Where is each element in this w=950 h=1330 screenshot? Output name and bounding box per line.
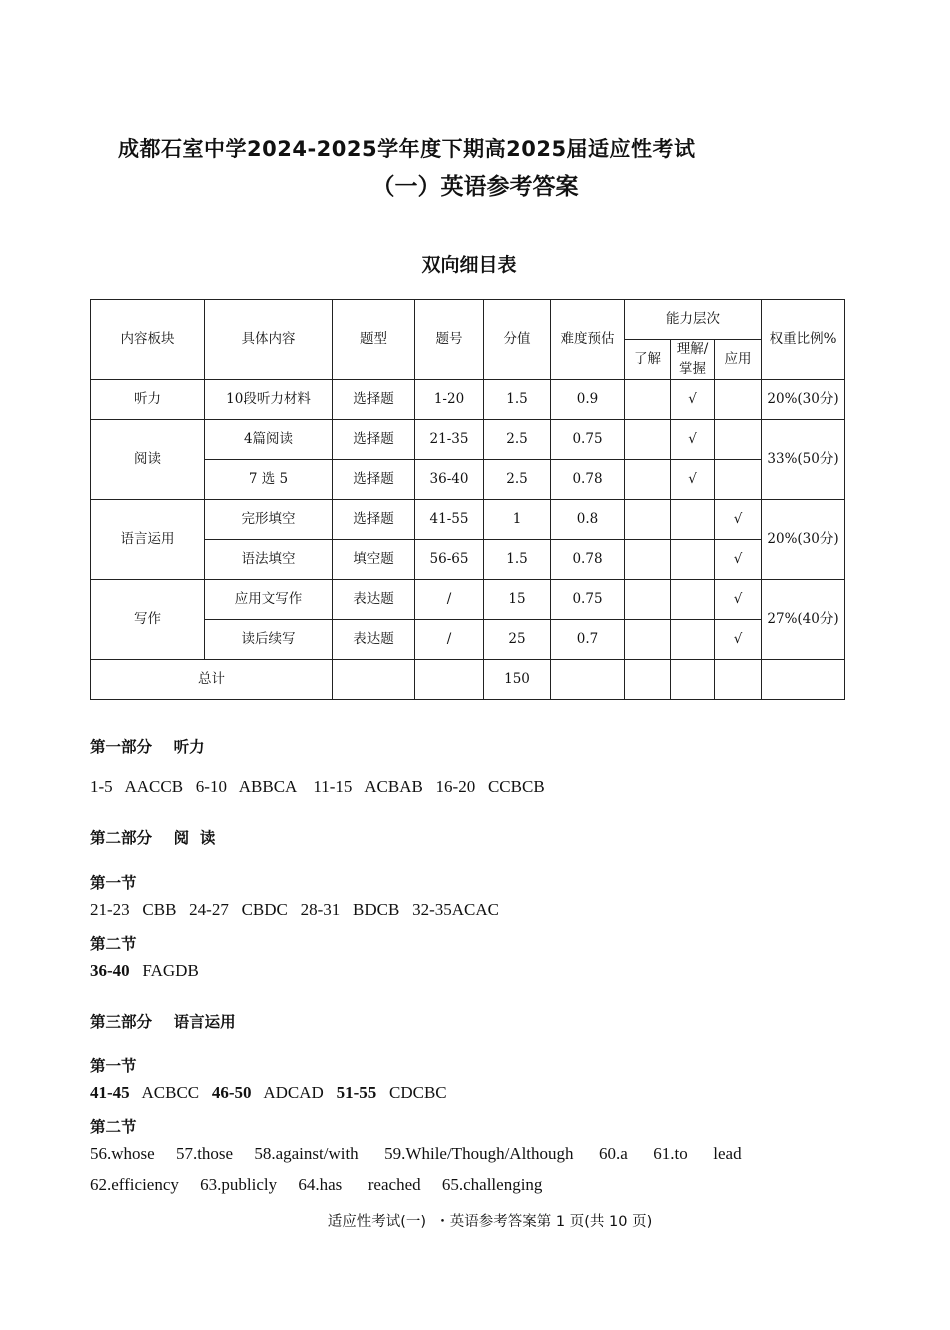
cell-master [671,500,715,540]
table-row-total [91,660,845,700]
cell-master [671,540,715,580]
part2-section2-answers [90,961,199,981]
cell-weight: 20%(30分) [762,500,845,580]
cell-total-label: 总计 [91,660,333,700]
cell-total-weight [762,660,845,700]
cell-type: 选择题 [333,420,415,460]
part3-section1-heading: 第一节 [90,1057,137,1075]
cell-know [625,380,671,420]
part2-section1-heading: 第一节 [90,874,137,892]
header-question-type: 题型 [333,300,415,380]
part1-answers: 1-5 AACCB 6-10 ABBCA 11-15 ACBAB 16-20 CCBCB [90,777,545,796]
cell-know [625,500,671,540]
answer-range-label: 46-50 [211,1083,252,1102]
cell-content: 读后续写 [205,620,333,660]
cell-total-difficulty [551,660,625,700]
cell-content: 应用文写作 [205,580,333,620]
cell-apply [715,420,762,460]
cell-apply: √ [715,580,762,620]
cell-score: 25 [484,620,551,660]
header-specific-content: 具体内容 [205,300,333,380]
answer-range-label: 41-45 [90,1083,130,1102]
header-difficulty: 难度预估 [551,300,625,380]
answer-range-label: 36-40 [90,961,130,980]
cell-type: 选择题 [333,460,415,500]
header-ability: 能力层次 [625,300,762,340]
part3-section2-heading: 第二节 [90,1118,137,1136]
cell-block: 语言运用 [91,500,205,580]
cell-total-score: 150 [484,660,551,700]
cell-difficulty: 0.78 [551,460,625,500]
cell-master: √ [671,460,715,500]
table-row [91,620,845,660]
cell-difficulty: 0.7 [551,620,625,660]
cell-content: 7 选 5 [205,460,333,500]
cell-block: 写作 [91,580,205,660]
header-score: 分值 [484,300,551,380]
cell-know [625,580,671,620]
cell-total-apply [715,660,762,700]
cell-block: 听力 [91,380,205,420]
table-row [91,420,845,460]
cell-know [625,540,671,580]
part1-heading: 第一部分 听力 [90,738,205,756]
header-question-no: 题号 [415,300,484,380]
answer-keys: ADCAD [263,1083,324,1102]
cell-master: √ [671,380,715,420]
part2-section2-heading: 第二节 [90,935,137,953]
cell-apply [715,380,762,420]
cell-difficulty: 0.75 [551,420,625,460]
header-weight: 权重比例% [762,300,845,380]
cell-type: 填空题 [333,540,415,580]
header-ability-master-line1: 理解/ [676,341,709,357]
part3-section1-answers [90,1083,447,1103]
cell-content: 10段听力材料 [205,380,333,420]
part3-section2-answers-line2: 62.efficiency 63.publicly 64.has reached 65.challenging [90,1175,543,1194]
table-row [91,580,845,620]
cell-score: 2.5 [484,420,551,460]
cell-master [671,620,715,660]
spec-table [90,299,845,700]
cell-type: 选择题 [333,380,415,420]
title-line-1: 成都石室中学2024-2025学年度下期高2025届适应性考试 [118,137,696,161]
header-content-block: 内容板块 [91,300,205,380]
part3-section2-answers-line1: 56.whose 57.those 58.against/with 59.While/Though/Although 60.a 61.to lead [90,1144,742,1163]
cell-no: 56-65 [415,540,484,580]
cell-know [625,620,671,660]
answer-keys: FAGDB [142,961,199,980]
table-row [91,540,845,580]
cell-total-master [671,660,715,700]
cell-master: √ [671,420,715,460]
cell-score: 1 [484,500,551,540]
cell-weight: 27%(40分) [762,580,845,660]
header-ability-master [671,340,715,380]
cell-score: 1.5 [484,540,551,580]
cell-apply: √ [715,500,762,540]
cell-content: 语法填空 [205,540,333,580]
cell-apply: √ [715,540,762,580]
cell-score: 15 [484,580,551,620]
table-row [91,500,845,540]
cell-weight: 33%(50分) [762,420,845,500]
part3-heading: 第三部分 语言运用 [90,1013,236,1031]
part2-section1-answers: 21-23 CBB 24-27 CBDC 28-31 BDCB 32-35ACAC [90,900,499,919]
cell-score: 2.5 [484,460,551,500]
cell-apply: √ [715,620,762,660]
cell-content: 完形填空 [205,500,333,540]
header-ability-understand: 了解 [625,340,671,380]
title-line-2: （一）英语参考答案 [371,174,579,200]
cell-difficulty: 0.78 [551,540,625,580]
cell-total-know [625,660,671,700]
answer-range-label: 51-55 [336,1083,377,1102]
cell-difficulty: 0.9 [551,380,625,420]
cell-difficulty: 0.8 [551,500,625,540]
cell-no: 21-35 [415,420,484,460]
cell-no: 1-20 [415,380,484,420]
cell-score: 1.5 [484,380,551,420]
cell-type: 表达题 [333,620,415,660]
cell-type: 表达题 [333,580,415,620]
header-ability-master-line2: 掌握 [679,360,706,377]
cell-no: / [415,580,484,620]
header-ability-apply: 应用 [715,340,762,380]
cell-total-type [333,660,415,700]
answer-keys: ACBCC [141,1083,200,1102]
cell-know [625,460,671,500]
cell-apply [715,460,762,500]
cell-difficulty: 0.75 [551,580,625,620]
cell-no: 36-40 [415,460,484,500]
cell-type: 选择题 [333,500,415,540]
cell-master [671,580,715,620]
page-footer: 适应性考试(一) ・英语参考答案第 1 页(共 10 页) [327,1214,653,1230]
table-row [91,460,845,500]
cell-know [625,420,671,460]
cell-total-no [415,660,484,700]
cell-content: 4篇阅读 [205,420,333,460]
part2-heading: 第二部分 阅 读 [90,829,216,847]
cell-no: 41-55 [415,500,484,540]
table-row [91,380,845,420]
cell-weight: 20%(30分) [762,380,845,420]
answer-keys: CDCBC [388,1083,447,1102]
cell-no: / [415,620,484,660]
cell-block: 阅读 [91,420,205,500]
table-title: 双向细目表 [421,254,517,276]
